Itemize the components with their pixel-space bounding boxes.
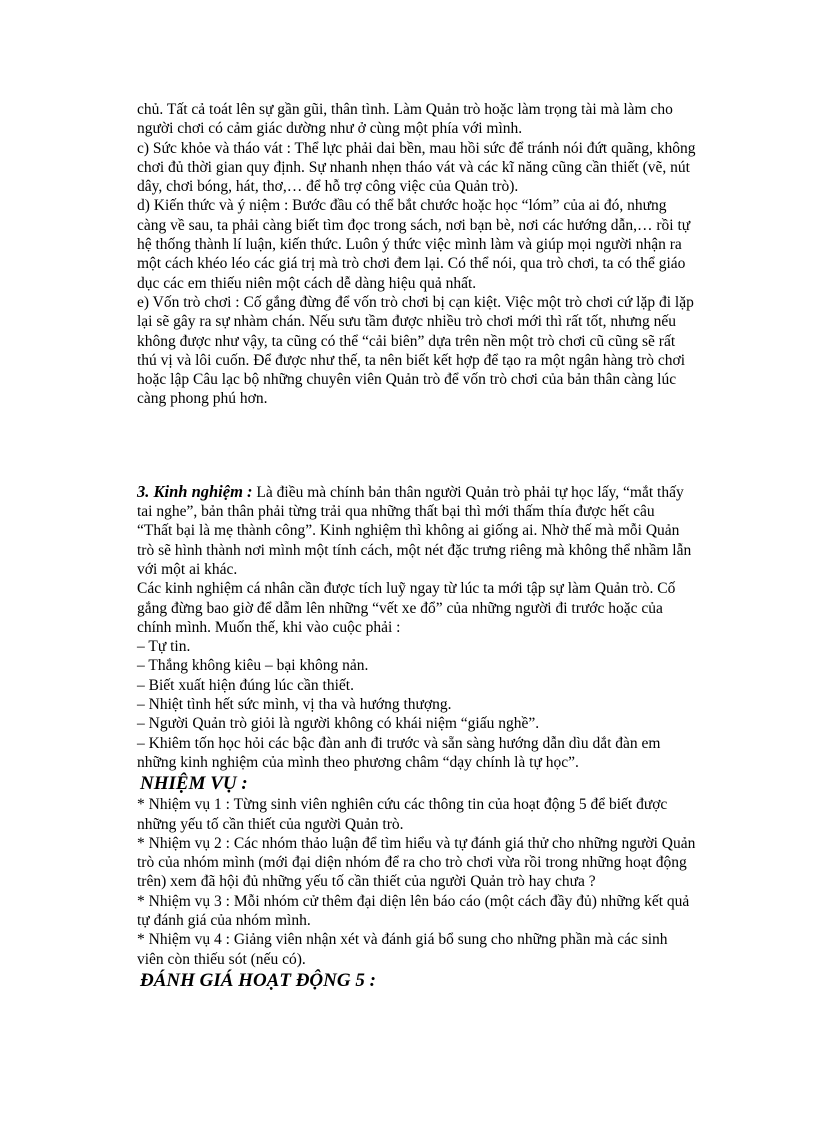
experience-proverb-paragraph: “Thất bại là mẹ thành công”. Kinh nghiệm thì không ai giống ai. Nhờ thế mà mỗi Quản trò sẽ hình thành nơi mình một tính cách, một nét đặc trưng riêng mà không thể nhầm lẫn với một ai khác. bbox=[137, 522, 692, 578]
task-item: * Nhiệm vụ 1 : Từng sinh viên nghiên cứu các thông tin của hoạt động 5 để biết được những yếu tố cần thiết của người Quản trò. bbox=[137, 796, 668, 833]
experience-heading: 3. Kinh nghiệm : bbox=[137, 481, 253, 501]
list-item: – Người Quản trò giỏi là người không có khái niệm “giấu nghề”. bbox=[137, 715, 540, 733]
evaluation-heading: ĐÁNH GIÁ HOẠT ĐỘNG 5 : bbox=[140, 969, 376, 991]
paragraph-health: c) Sức khỏe và tháo vát : Thể lực phải dai bền, mau hồi sức để tránh nói đứt quãng, không chơi đủ thời gian quy định. Sự nhanh nhẹn tháo vát và các kĩ năng cũng cần thiết (vẽ, nút dây, chơi bóng, hát, thơ,… để hỗ trợ công việc của Quản trò). bbox=[137, 139, 696, 196]
task-item: * Nhiệm vụ 3 : Mỗi nhóm cử thêm đại diện lên báo cáo (một cách đầy đủ) những kết quả tự đánh giá của nhóm mình. bbox=[137, 892, 690, 929]
spacer bbox=[137, 409, 697, 482]
task-item: * Nhiệm vụ 2 : Các nhóm thảo luận để tìm hiểu và tự đánh giá thử cho những người Quản trò của nhóm mình (mới đại diện nhóm để ra cho trò chơi vừa rồi trong những hoạt động trên) xem đã hội đủ những yếu tố cần thiết của người Quản trò hay chưa ? bbox=[137, 834, 696, 891]
experience-accumulate-paragraph: Các kinh nghiệm cá nhân cần được tích luỹ ngay từ lúc ta mới tập sự làm Quản trò. Cố gắng đừng bao giờ để dẫm lên những “vết xe đổ” của những người đi trước hoặc của chính mình. Muốn thế, khi vào cuộc phải : bbox=[137, 580, 676, 636]
list-item: – Tự tin. bbox=[137, 638, 191, 656]
document-page bbox=[137, 100, 697, 992]
list-item: – Biết xuất hiện đúng lúc cần thiết. bbox=[137, 676, 354, 694]
task-item: * Nhiệm vụ 4 : Giảng viên nhận xét và đánh giá bổ sung cho những phần mà các sinh viên còn thiếu sót (nếu có). bbox=[137, 931, 668, 968]
experience-paragraph bbox=[137, 482, 697, 522]
list-item: – Thắng không kiêu – bại không nản. bbox=[137, 657, 369, 675]
paragraph-game-repertoire: e) Vốn trò chơi : Cố gắng đừng để vốn trò chơi bị cạn kiệt. Việc một trò chơi cứ lặp đi lặp lại sẽ gây ra sự nhàm chán. Nếu sưu tầm được nhiều trò chơi mới thì rất tốt, nhưng nếu không được như vậy, ta cũng có thể “cải biên” dựa trên nền một trò chơi cũ cũng sẽ rất thú vị và lôi cuốn. Để được như thế, ta nên biết kết hợp để tạo ra một ngân hàng trò chơi hoặc lập Câu lạc bộ những chuyên viên Quản trò để vốn trò chơi của bản thân càng lúc càng phong phú hơn. bbox=[137, 293, 694, 408]
experience-intro-text: Là điều mà chính bản thân người Quản trò phải tự học lấy, “mắt thấy tai nghe”, bản thân phải từng trải qua những thất bại thì mới thấm thía được hết câu bbox=[137, 483, 684, 521]
list-item: – Nhiệt tình hết sức mình, vị tha và hướng thượng. bbox=[137, 696, 452, 714]
paragraph-intro: chủ. Tất cả toát lên sự gần gũi, thân tình. Làm Quản trò hoặc làm trọng tài mà làm cho người chơi có cảm giác dường như ở cùng một phía với mình. bbox=[137, 101, 673, 138]
paragraph-knowledge: d) Kiến thức và ý niệm : Bước đầu có thể bắt chước hoặc học “lóm” của ai đó, nhưng càng về sau, ta phải càng biết tìm đọc trong sách, nơi bạn bè, nơi các hướng dẫn,… rồi tự hệ thống thành lí luận, kiến thức. Luôn ý thức việc mình làm và giúp mọi người nhận ra một cách khéo léo các giá trị mà trò chơi đem lại. Có thể nói, qua trò chơi, ta có thể giáo dục các em thiếu niên một cách dễ dàng hiệu quả nhất. bbox=[137, 197, 691, 292]
list-item: – Khiêm tốn học hỏi các bậc đàn anh đi trước và sẵn sàng hướng dẫn dìu dắt đàn em những kinh nghiệm của mình theo phương châm “dạy chính là tự học”. bbox=[137, 734, 661, 771]
tasks-heading: NHIỆM VỤ : bbox=[140, 773, 248, 795]
